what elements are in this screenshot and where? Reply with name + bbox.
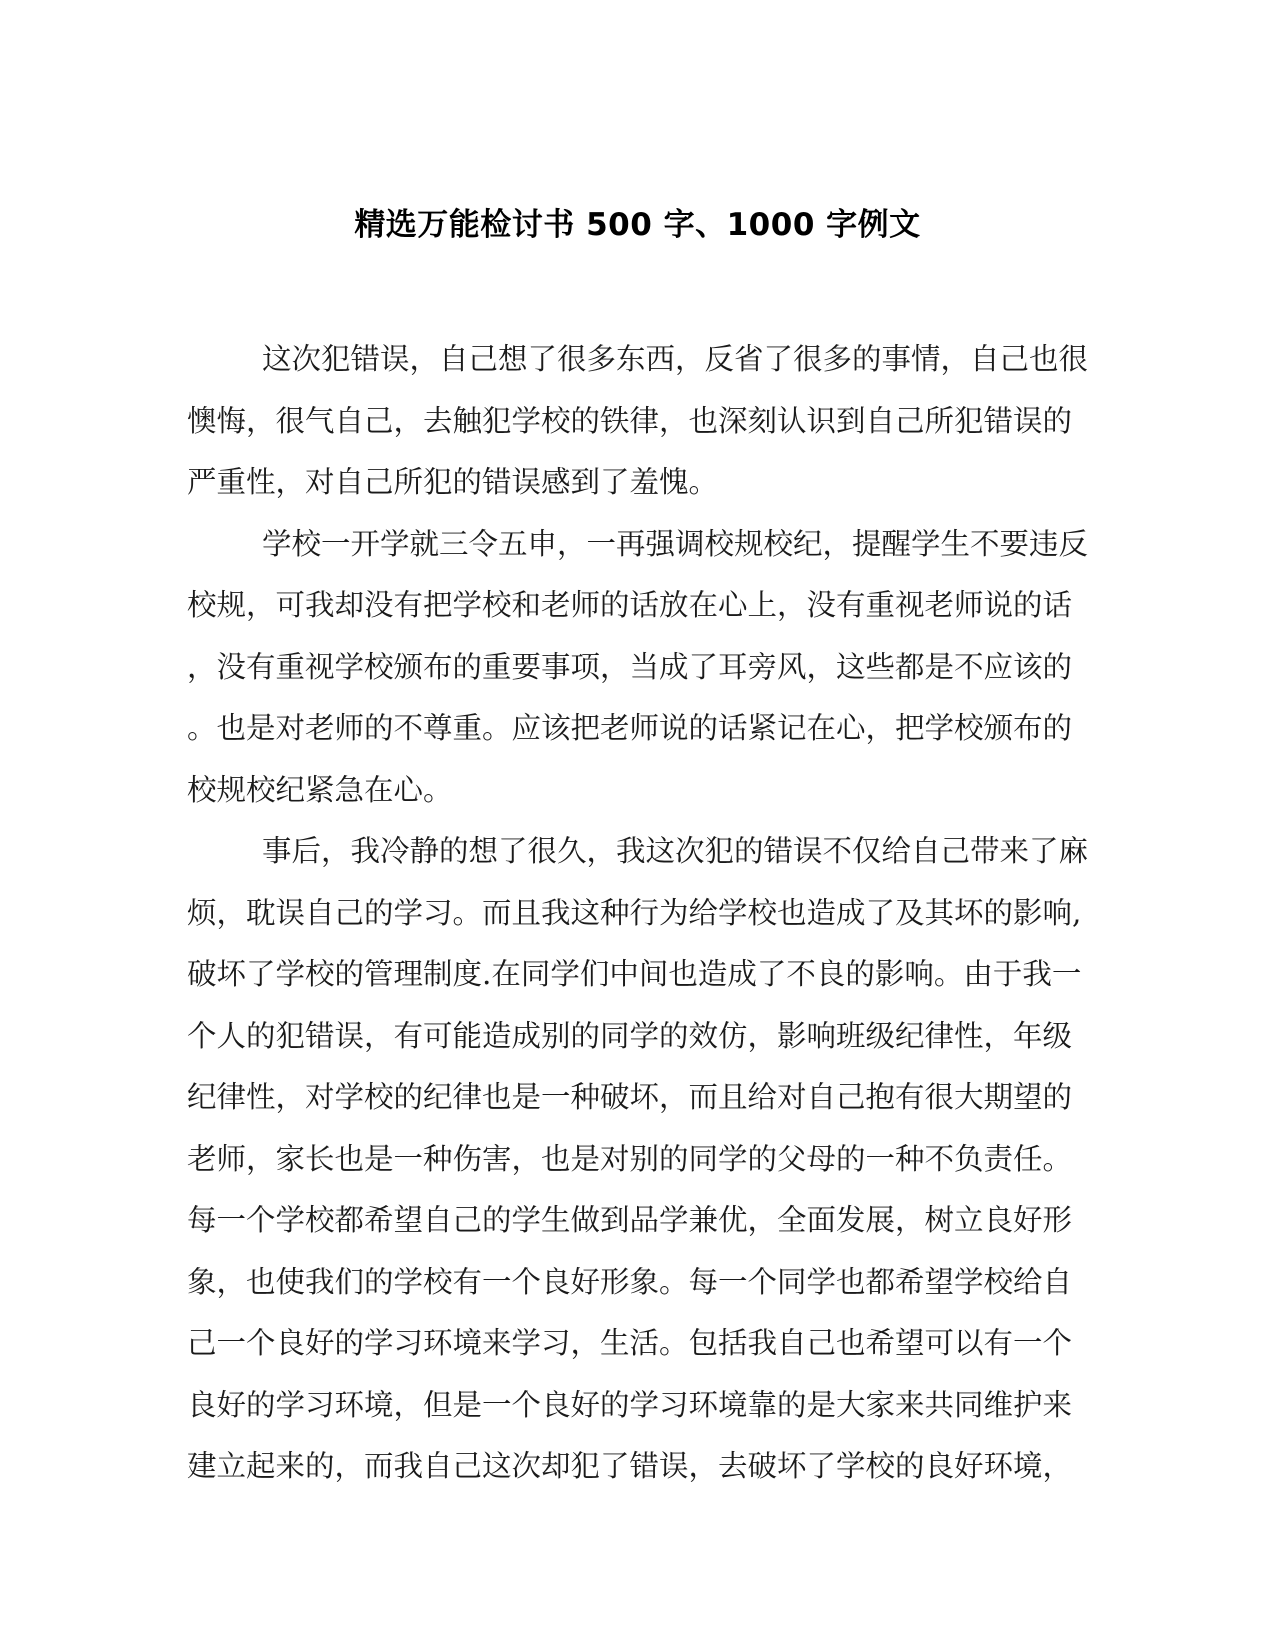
document-body — [187, 329, 1087, 1498]
body-line: 这次犯错误，自己想了很多东西，反省了很多的事情，自己也很 — [262, 342, 1089, 376]
body-line: 纪律性，对学校的纪律也是一种破坏，而且给对自己抱有很大期望的 — [187, 1080, 1073, 1114]
body-line: 建立起来的，而我自己这次却犯了错误，去破坏了学校的良好环境， — [187, 1449, 1073, 1483]
body-line: 己一个良好的学习环境来学习，生活。包括我自己也希望可以有一个 — [187, 1326, 1073, 1360]
body-line: 。也是对老师的不尊重。应该把老师说的话紧记在心，把学校颁布的 — [187, 711, 1073, 745]
document-title: 精选万能检讨书 500 字、1000 字例文 — [354, 207, 921, 243]
body-line: 破坏了学校的管理制度.在同学们中间也造成了不良的影响。由于我一 — [187, 957, 1082, 991]
body-line: 校规，可我却没有把学校和老师的话放在心上，没有重视老师说的话 — [187, 588, 1073, 622]
body-line: 严重性，对自己所犯的错误感到了羞愧。 — [187, 465, 719, 499]
body-line: 每一个学校都希望自己的学生做到品学兼优，全面发展，树立良好形 — [187, 1203, 1073, 1237]
body-line: 学校一开学就三令五申，一再强调校规校纪，提醒学生不要违反 — [262, 526, 1089, 561]
body-line: ，没有重视学校颁布的重要事项，当成了耳旁风，这些都是不应该的 — [187, 649, 1073, 684]
body-line: 老师，家长也是一种伤害，也是对别的同学的父母的一种不负责任。 — [187, 1141, 1073, 1176]
body-line: 个人的犯错误，有可能造成别的同学的效仿，影响班级纪律性，年级 — [187, 1018, 1073, 1053]
body-line: 事后，我冷静的想了很久，我这次犯的错误不仅给自己带来了麻 — [262, 834, 1089, 868]
body-line: 烦，耽误自己的学习。而且我这种行为给学校也造成了及其坏的影响, — [187, 895, 1082, 930]
body-line: 良好的学习环境，但是一个良好的学习环境靠的是大家来共同维护来 — [187, 1387, 1073, 1422]
body-line: 懊悔，很气自己，去触犯学校的铁律，也深刻认识到自己所犯错误的 — [187, 403, 1073, 438]
body-line: 象，也使我们的学校有一个良好形象。每一个同学也都希望学校给自 — [187, 1264, 1073, 1299]
body-line: 校规校纪紧急在心。 — [187, 772, 453, 807]
